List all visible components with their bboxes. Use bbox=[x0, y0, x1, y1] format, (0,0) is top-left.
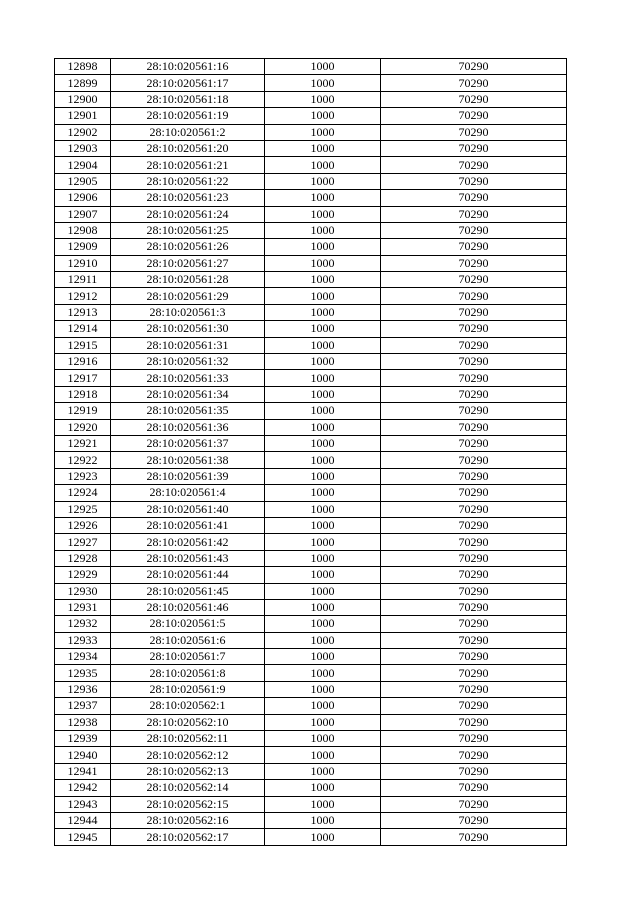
value-cell: 70290 bbox=[381, 222, 567, 238]
row-number-cell: 12918 bbox=[55, 386, 111, 402]
value-cell: 70290 bbox=[381, 255, 567, 271]
area-cell: 1000 bbox=[265, 190, 381, 206]
cadastral-number-cell: 28:10:020561:26 bbox=[111, 239, 265, 255]
table-body bbox=[55, 59, 567, 846]
row-number-cell: 12908 bbox=[55, 222, 111, 238]
table-row bbox=[55, 419, 567, 435]
table-row bbox=[55, 534, 567, 550]
area-cell: 1000 bbox=[265, 649, 381, 665]
area-cell: 1000 bbox=[265, 731, 381, 747]
cadastral-number-cell: 28:10:020561:41 bbox=[111, 517, 265, 533]
cadastral-number-cell: 28:10:020561:42 bbox=[111, 534, 265, 550]
row-number-cell: 12909 bbox=[55, 239, 111, 255]
value-cell: 70290 bbox=[381, 616, 567, 632]
area-cell: 1000 bbox=[265, 829, 381, 845]
cadastral-number-cell: 28:10:020562:15 bbox=[111, 796, 265, 812]
table-row bbox=[55, 829, 567, 845]
value-cell: 70290 bbox=[381, 304, 567, 320]
value-cell: 70290 bbox=[381, 763, 567, 779]
cadastral-number-cell: 28:10:020561:25 bbox=[111, 222, 265, 238]
area-cell: 1000 bbox=[265, 501, 381, 517]
area-cell: 1000 bbox=[265, 370, 381, 386]
value-cell: 70290 bbox=[381, 337, 567, 353]
table-row bbox=[55, 698, 567, 714]
value-cell: 70290 bbox=[381, 698, 567, 714]
value-cell: 70290 bbox=[381, 321, 567, 337]
value-cell: 70290 bbox=[381, 485, 567, 501]
cadastral-number-cell: 28:10:020561:30 bbox=[111, 321, 265, 337]
row-number-cell: 12929 bbox=[55, 567, 111, 583]
area-cell: 1000 bbox=[265, 616, 381, 632]
area-cell: 1000 bbox=[265, 222, 381, 238]
value-cell: 70290 bbox=[381, 386, 567, 402]
value-cell: 70290 bbox=[381, 75, 567, 91]
area-cell: 1000 bbox=[265, 304, 381, 320]
cadastral-number-cell: 28:10:020561:18 bbox=[111, 91, 265, 107]
area-cell: 1000 bbox=[265, 550, 381, 566]
table-row bbox=[55, 157, 567, 173]
row-number-cell: 12930 bbox=[55, 583, 111, 599]
row-number-cell: 12920 bbox=[55, 419, 111, 435]
cadastral-number-cell: 28:10:020561:4 bbox=[111, 485, 265, 501]
table-row bbox=[55, 75, 567, 91]
row-number-cell: 12903 bbox=[55, 140, 111, 156]
cadastral-number-cell: 28:10:020561:2 bbox=[111, 124, 265, 140]
value-cell: 70290 bbox=[381, 140, 567, 156]
value-cell: 70290 bbox=[381, 649, 567, 665]
value-cell: 70290 bbox=[381, 403, 567, 419]
row-number-cell: 12936 bbox=[55, 681, 111, 697]
table-row bbox=[55, 288, 567, 304]
area-cell: 1000 bbox=[265, 452, 381, 468]
row-number-cell: 12904 bbox=[55, 157, 111, 173]
cadastral-number-cell: 28:10:020561:7 bbox=[111, 649, 265, 665]
table-row bbox=[55, 173, 567, 189]
area-cell: 1000 bbox=[265, 140, 381, 156]
cadastral-number-cell: 28:10:020561:39 bbox=[111, 468, 265, 484]
value-cell: 70290 bbox=[381, 288, 567, 304]
table-row bbox=[55, 337, 567, 353]
value-cell: 70290 bbox=[381, 681, 567, 697]
value-cell: 70290 bbox=[381, 714, 567, 730]
table-row bbox=[55, 304, 567, 320]
cadastral-number-cell: 28:10:020561:46 bbox=[111, 599, 265, 615]
cadastral-number-cell: 28:10:020561:31 bbox=[111, 337, 265, 353]
area-cell: 1000 bbox=[265, 517, 381, 533]
table-row bbox=[55, 567, 567, 583]
area-cell: 1000 bbox=[265, 763, 381, 779]
row-number-cell: 12937 bbox=[55, 698, 111, 714]
value-cell: 70290 bbox=[381, 517, 567, 533]
cadastral-number-cell: 28:10:020561:32 bbox=[111, 354, 265, 370]
cadastral-number-cell: 28:10:020562:13 bbox=[111, 763, 265, 779]
cadastral-number-cell: 28:10:020561:44 bbox=[111, 567, 265, 583]
area-cell: 1000 bbox=[265, 59, 381, 75]
value-cell: 70290 bbox=[381, 272, 567, 288]
row-number-cell: 12938 bbox=[55, 714, 111, 730]
value-cell: 70290 bbox=[381, 59, 567, 75]
value-cell: 70290 bbox=[381, 583, 567, 599]
table-row bbox=[55, 222, 567, 238]
table-row bbox=[55, 468, 567, 484]
cadastral-number-cell: 28:10:020562:10 bbox=[111, 714, 265, 730]
cadastral-number-cell: 28:10:020561:29 bbox=[111, 288, 265, 304]
area-cell: 1000 bbox=[265, 681, 381, 697]
area-cell: 1000 bbox=[265, 632, 381, 648]
table-row bbox=[55, 354, 567, 370]
table-row bbox=[55, 550, 567, 566]
value-cell: 70290 bbox=[381, 731, 567, 747]
cadastral-number-cell: 28:10:020561:40 bbox=[111, 501, 265, 517]
table-row bbox=[55, 599, 567, 615]
table-row bbox=[55, 731, 567, 747]
area-cell: 1000 bbox=[265, 321, 381, 337]
value-cell: 70290 bbox=[381, 124, 567, 140]
cadastral-number-cell: 28:10:020561:21 bbox=[111, 157, 265, 173]
table-row bbox=[55, 665, 567, 681]
table-row bbox=[55, 616, 567, 632]
cadastral-number-cell: 28:10:020561:33 bbox=[111, 370, 265, 386]
area-cell: 1000 bbox=[265, 812, 381, 828]
value-cell: 70290 bbox=[381, 796, 567, 812]
value-cell: 70290 bbox=[381, 599, 567, 615]
cadastral-number-cell: 28:10:020562:11 bbox=[111, 731, 265, 747]
area-cell: 1000 bbox=[265, 468, 381, 484]
area-cell: 1000 bbox=[265, 239, 381, 255]
table-row bbox=[55, 681, 567, 697]
row-number-cell: 12925 bbox=[55, 501, 111, 517]
table-row bbox=[55, 190, 567, 206]
table-row bbox=[55, 321, 567, 337]
row-number-cell: 12941 bbox=[55, 763, 111, 779]
value-cell: 70290 bbox=[381, 567, 567, 583]
row-number-cell: 12905 bbox=[55, 173, 111, 189]
area-cell: 1000 bbox=[265, 714, 381, 730]
row-number-cell: 12943 bbox=[55, 796, 111, 812]
row-number-cell: 12901 bbox=[55, 108, 111, 124]
cadastral-number-cell: 28:10:020561:24 bbox=[111, 206, 265, 222]
value-cell: 70290 bbox=[381, 419, 567, 435]
table-row bbox=[55, 485, 567, 501]
row-number-cell: 12923 bbox=[55, 468, 111, 484]
row-number-cell: 12916 bbox=[55, 354, 111, 370]
area-cell: 1000 bbox=[265, 108, 381, 124]
cadastral-number-cell: 28:10:020561:3 bbox=[111, 304, 265, 320]
area-cell: 1000 bbox=[265, 272, 381, 288]
area-cell: 1000 bbox=[265, 485, 381, 501]
area-cell: 1000 bbox=[265, 91, 381, 107]
area-cell: 1000 bbox=[265, 173, 381, 189]
cadastral-number-cell: 28:10:020562:17 bbox=[111, 829, 265, 845]
value-cell: 70290 bbox=[381, 452, 567, 468]
table-row bbox=[55, 714, 567, 730]
value-cell: 70290 bbox=[381, 435, 567, 451]
row-number-cell: 12899 bbox=[55, 75, 111, 91]
table-row bbox=[55, 140, 567, 156]
area-cell: 1000 bbox=[265, 337, 381, 353]
area-cell: 1000 bbox=[265, 206, 381, 222]
row-number-cell: 12927 bbox=[55, 534, 111, 550]
cadastral-number-cell: 28:10:020561:38 bbox=[111, 452, 265, 468]
table-row bbox=[55, 124, 567, 140]
cadastral-number-cell: 28:10:020561:23 bbox=[111, 190, 265, 206]
cadastral-number-cell: 28:10:020562:12 bbox=[111, 747, 265, 763]
row-number-cell: 12906 bbox=[55, 190, 111, 206]
table-row bbox=[55, 632, 567, 648]
table-row bbox=[55, 435, 567, 451]
table-row bbox=[55, 747, 567, 763]
area-cell: 1000 bbox=[265, 419, 381, 435]
value-cell: 70290 bbox=[381, 108, 567, 124]
table-row bbox=[55, 517, 567, 533]
value-cell: 70290 bbox=[381, 173, 567, 189]
value-cell: 70290 bbox=[381, 829, 567, 845]
area-cell: 1000 bbox=[265, 255, 381, 271]
cadastral-number-cell: 28:10:020561:16 bbox=[111, 59, 265, 75]
row-number-cell: 12934 bbox=[55, 649, 111, 665]
table-row bbox=[55, 763, 567, 779]
row-number-cell: 12926 bbox=[55, 517, 111, 533]
row-number-cell: 12902 bbox=[55, 124, 111, 140]
value-cell: 70290 bbox=[381, 780, 567, 796]
cadastral-number-cell: 28:10:020561:28 bbox=[111, 272, 265, 288]
table-row bbox=[55, 255, 567, 271]
area-cell: 1000 bbox=[265, 75, 381, 91]
cadastral-number-cell: 28:10:020561:36 bbox=[111, 419, 265, 435]
area-cell: 1000 bbox=[265, 583, 381, 599]
value-cell: 70290 bbox=[381, 812, 567, 828]
cadastral-number-cell: 28:10:020562:16 bbox=[111, 812, 265, 828]
value-cell: 70290 bbox=[381, 747, 567, 763]
row-number-cell: 12922 bbox=[55, 452, 111, 468]
table-row bbox=[55, 780, 567, 796]
row-number-cell: 12945 bbox=[55, 829, 111, 845]
cadastral-number-cell: 28:10:020561:17 bbox=[111, 75, 265, 91]
row-number-cell: 12914 bbox=[55, 321, 111, 337]
area-cell: 1000 bbox=[265, 567, 381, 583]
table-row bbox=[55, 501, 567, 517]
table-row bbox=[55, 370, 567, 386]
value-cell: 70290 bbox=[381, 354, 567, 370]
value-cell: 70290 bbox=[381, 157, 567, 173]
row-number-cell: 12910 bbox=[55, 255, 111, 271]
table-row bbox=[55, 649, 567, 665]
row-number-cell: 12944 bbox=[55, 812, 111, 828]
cadastral-table bbox=[54, 58, 567, 846]
table-row bbox=[55, 403, 567, 419]
cadastral-number-cell: 28:10:020562:14 bbox=[111, 780, 265, 796]
value-cell: 70290 bbox=[381, 534, 567, 550]
cadastral-number-cell: 28:10:020561:5 bbox=[111, 616, 265, 632]
row-number-cell: 12939 bbox=[55, 731, 111, 747]
table-row bbox=[55, 796, 567, 812]
area-cell: 1000 bbox=[265, 747, 381, 763]
table-row bbox=[55, 206, 567, 222]
value-cell: 70290 bbox=[381, 632, 567, 648]
value-cell: 70290 bbox=[381, 239, 567, 255]
row-number-cell: 12933 bbox=[55, 632, 111, 648]
row-number-cell: 12940 bbox=[55, 747, 111, 763]
row-number-cell: 12924 bbox=[55, 485, 111, 501]
row-number-cell: 12935 bbox=[55, 665, 111, 681]
area-cell: 1000 bbox=[265, 157, 381, 173]
area-cell: 1000 bbox=[265, 124, 381, 140]
table-row bbox=[55, 812, 567, 828]
value-cell: 70290 bbox=[381, 91, 567, 107]
area-cell: 1000 bbox=[265, 796, 381, 812]
row-number-cell: 12917 bbox=[55, 370, 111, 386]
area-cell: 1000 bbox=[265, 403, 381, 419]
value-cell: 70290 bbox=[381, 190, 567, 206]
table-row bbox=[55, 452, 567, 468]
cadastral-number-cell: 28:10:020561:8 bbox=[111, 665, 265, 681]
row-number-cell: 12911 bbox=[55, 272, 111, 288]
cadastral-number-cell: 28:10:020561:9 bbox=[111, 681, 265, 697]
row-number-cell: 12912 bbox=[55, 288, 111, 304]
row-number-cell: 12931 bbox=[55, 599, 111, 615]
table-row bbox=[55, 59, 567, 75]
value-cell: 70290 bbox=[381, 550, 567, 566]
row-number-cell: 12907 bbox=[55, 206, 111, 222]
table-row bbox=[55, 272, 567, 288]
cadastral-number-cell: 28:10:020561:43 bbox=[111, 550, 265, 566]
value-cell: 70290 bbox=[381, 665, 567, 681]
area-cell: 1000 bbox=[265, 435, 381, 451]
area-cell: 1000 bbox=[265, 780, 381, 796]
area-cell: 1000 bbox=[265, 534, 381, 550]
area-cell: 1000 bbox=[265, 665, 381, 681]
value-cell: 70290 bbox=[381, 501, 567, 517]
cadastral-number-cell: 28:10:020561:20 bbox=[111, 140, 265, 156]
value-cell: 70290 bbox=[381, 206, 567, 222]
table-row bbox=[55, 583, 567, 599]
cadastral-number-cell: 28:10:020561:27 bbox=[111, 255, 265, 271]
area-cell: 1000 bbox=[265, 354, 381, 370]
row-number-cell: 12915 bbox=[55, 337, 111, 353]
value-cell: 70290 bbox=[381, 468, 567, 484]
cadastral-number-cell: 28:10:020561:34 bbox=[111, 386, 265, 402]
row-number-cell: 12919 bbox=[55, 403, 111, 419]
table-row bbox=[55, 239, 567, 255]
table-row bbox=[55, 108, 567, 124]
row-number-cell: 12928 bbox=[55, 550, 111, 566]
cadastral-number-cell: 28:10:020561:22 bbox=[111, 173, 265, 189]
cadastral-number-cell: 28:10:020562:1 bbox=[111, 698, 265, 714]
row-number-cell: 12898 bbox=[55, 59, 111, 75]
area-cell: 1000 bbox=[265, 386, 381, 402]
cadastral-number-cell: 28:10:020561:6 bbox=[111, 632, 265, 648]
row-number-cell: 12942 bbox=[55, 780, 111, 796]
cadastral-number-cell: 28:10:020561:45 bbox=[111, 583, 265, 599]
cadastral-number-cell: 28:10:020561:37 bbox=[111, 435, 265, 451]
table-row bbox=[55, 91, 567, 107]
value-cell: 70290 bbox=[381, 370, 567, 386]
row-number-cell: 12932 bbox=[55, 616, 111, 632]
area-cell: 1000 bbox=[265, 698, 381, 714]
row-number-cell: 12921 bbox=[55, 435, 111, 451]
cadastral-number-cell: 28:10:020561:19 bbox=[111, 108, 265, 124]
cadastral-number-cell: 28:10:020561:35 bbox=[111, 403, 265, 419]
table-row bbox=[55, 386, 567, 402]
row-number-cell: 12900 bbox=[55, 91, 111, 107]
area-cell: 1000 bbox=[265, 599, 381, 615]
row-number-cell: 12913 bbox=[55, 304, 111, 320]
area-cell: 1000 bbox=[265, 288, 381, 304]
